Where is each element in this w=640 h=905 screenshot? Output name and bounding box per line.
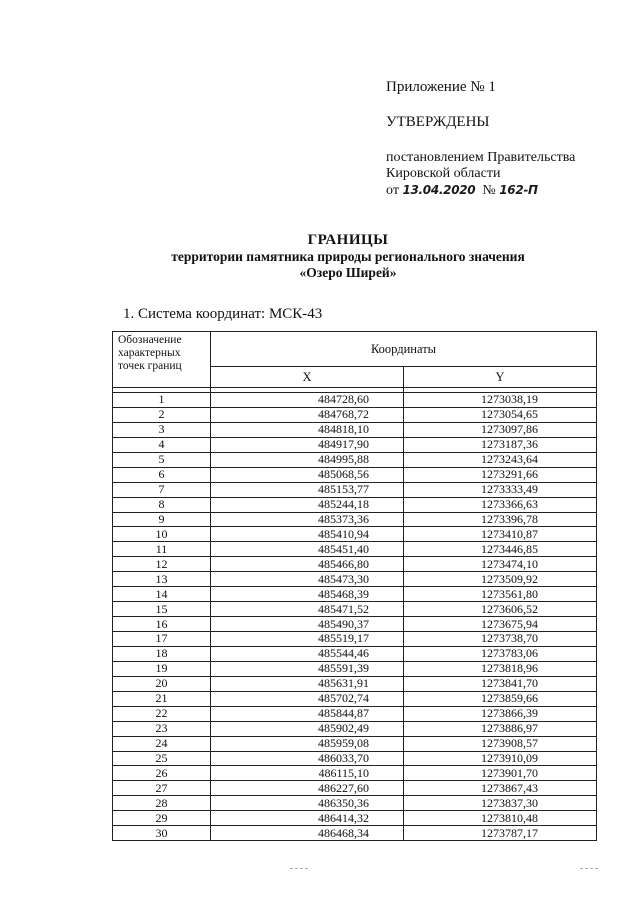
x-cell: 485844,87 — [211, 706, 404, 721]
table-row — [113, 826, 597, 841]
table-row — [113, 661, 597, 676]
point-number-cell: 17 — [113, 632, 211, 647]
x-cell: 486115,10 — [211, 766, 404, 781]
table-row — [113, 676, 597, 691]
x-cell: 486350,36 — [211, 796, 404, 811]
title-line-2: «Озеро Ширей» — [299, 265, 397, 280]
y-cell: 1273446,85 — [404, 542, 597, 557]
table-row — [113, 736, 597, 751]
x-cell: 485471,52 — [211, 602, 404, 617]
x-cell: 485902,49 — [211, 721, 404, 736]
header-coordinates: Координаты — [211, 332, 597, 367]
y-cell: 1273187,36 — [404, 437, 597, 452]
point-number-cell: 25 — [113, 751, 211, 766]
header-y: Y — [404, 367, 597, 388]
point-number-cell: 9 — [113, 512, 211, 527]
point-number-cell: 13 — [113, 572, 211, 587]
decree-line-2: Кировской области — [386, 166, 501, 181]
handwritten-number: 162-П — [499, 183, 538, 197]
point-number-cell: 18 — [113, 646, 211, 661]
x-cell: 486414,32 — [211, 811, 404, 826]
table-row — [113, 422, 597, 437]
point-number-cell: 3 — [113, 422, 211, 437]
x-cell: 485959,08 — [211, 736, 404, 751]
y-cell: 1273410,87 — [404, 527, 597, 542]
y-cell: 1273810,48 — [404, 811, 597, 826]
y-cell: 1273396,78 — [404, 512, 597, 527]
table-row — [113, 751, 597, 766]
table-row — [113, 632, 597, 647]
decree-date-line — [386, 182, 575, 199]
table-row — [113, 602, 597, 617]
point-number-cell: 10 — [113, 527, 211, 542]
x-cell: 485244,18 — [211, 497, 404, 512]
x-cell: 485373,36 — [211, 512, 404, 527]
y-cell: 1273474,10 — [404, 557, 597, 572]
table-row — [113, 706, 597, 721]
y-cell: 1273333,49 — [404, 482, 597, 497]
point-number-cell: 26 — [113, 766, 211, 781]
point-number-cell: 24 — [113, 736, 211, 751]
title-line-1: территории памятника природы регионального значения — [171, 249, 525, 264]
x-cell: 485466,80 — [211, 557, 404, 572]
x-cell: 485068,56 — [211, 467, 404, 482]
y-cell: 1273738,70 — [404, 632, 597, 647]
point-number-cell: 29 — [113, 811, 211, 826]
table-row — [113, 617, 597, 632]
point-number-cell: 14 — [113, 587, 211, 602]
point-number-cell: 23 — [113, 721, 211, 736]
y-cell: 1273901,70 — [404, 766, 597, 781]
x-cell: 485631,91 — [211, 676, 404, 691]
table-row — [113, 572, 597, 587]
approved-label: УТВЕРЖДЕНЫ — [386, 114, 490, 130]
point-number-cell: 20 — [113, 676, 211, 691]
point-number-cell: 11 — [113, 542, 211, 557]
y-cell: 1273243,64 — [404, 452, 597, 467]
point-number-cell: 1 — [113, 393, 211, 408]
appendix-label: Приложение № 1 — [386, 79, 496, 95]
table-row — [113, 467, 597, 482]
x-cell: 484768,72 — [211, 407, 404, 422]
decree-block — [386, 150, 575, 199]
table-body — [113, 388, 597, 841]
x-cell: 485468,39 — [211, 587, 404, 602]
coordinate-system-label: 1. Система координат: МСК-43 — [123, 306, 323, 322]
table-row — [113, 512, 597, 527]
x-cell: 485473,30 — [211, 572, 404, 587]
x-cell: 486227,60 — [211, 781, 404, 796]
point-number-cell: 4 — [113, 437, 211, 452]
y-cell: 1273818,96 — [404, 661, 597, 676]
y-cell: 1273097,86 — [404, 422, 597, 437]
point-number-cell: 12 — [113, 557, 211, 572]
x-cell: 486468,34 — [211, 826, 404, 841]
table-row — [113, 796, 597, 811]
x-cell: 485702,74 — [211, 691, 404, 706]
x-cell: 485519,17 — [211, 632, 404, 647]
x-cell: 485591,39 — [211, 661, 404, 676]
y-cell: 1273867,43 — [404, 781, 597, 796]
point-number-cell: 21 — [113, 691, 211, 706]
y-cell: 1273908,57 — [404, 736, 597, 751]
footer-mark-1 — [290, 868, 308, 869]
point-number-cell: 5 — [113, 452, 211, 467]
x-cell: 484995,88 — [211, 452, 404, 467]
footer-mark-2 — [580, 868, 598, 869]
x-cell: 484818,10 — [211, 422, 404, 437]
table-row — [113, 557, 597, 572]
y-cell: 1273675,94 — [404, 617, 597, 632]
point-number-cell: 16 — [113, 617, 211, 632]
handwritten-date: 13.04.2020 — [402, 183, 476, 197]
y-cell: 1273841,70 — [404, 676, 597, 691]
x-cell: 485153,77 — [211, 482, 404, 497]
point-number-cell: 28 — [113, 796, 211, 811]
point-number-cell: 27 — [113, 781, 211, 796]
table-row — [113, 527, 597, 542]
x-cell: 485451,40 — [211, 542, 404, 557]
y-cell: 1273886,97 — [404, 721, 597, 736]
point-number-cell: 8 — [113, 497, 211, 512]
table-row — [113, 781, 597, 796]
table-row — [113, 811, 597, 826]
y-cell: 1273783,06 — [404, 646, 597, 661]
table-row — [113, 482, 597, 497]
header-point: Обозначение характерных точек границ — [113, 332, 211, 388]
x-cell: 485490,37 — [211, 617, 404, 632]
y-cell: 1273866,39 — [404, 706, 597, 721]
document-title — [0, 232, 640, 281]
x-cell: 485544,46 — [211, 646, 404, 661]
table-row — [113, 407, 597, 422]
y-cell: 1273291,66 — [404, 467, 597, 482]
x-cell: 486033,70 — [211, 751, 404, 766]
point-number-cell: 30 — [113, 826, 211, 841]
point-number-cell: 15 — [113, 602, 211, 617]
table-row — [113, 452, 597, 467]
point-number-cell: 22 — [113, 706, 211, 721]
table-row — [113, 393, 597, 408]
point-number-cell: 19 — [113, 661, 211, 676]
x-cell: 485410,94 — [211, 527, 404, 542]
x-cell: 484917,90 — [211, 437, 404, 452]
coordinates-table — [112, 331, 597, 841]
y-cell: 1273366,63 — [404, 497, 597, 512]
y-cell: 1273561,80 — [404, 587, 597, 602]
date-prefix: от — [386, 183, 399, 198]
y-cell: 1273859,66 — [404, 691, 597, 706]
table-row — [113, 691, 597, 706]
number-prefix: № — [482, 183, 496, 198]
y-cell: 1273837,30 — [404, 796, 597, 811]
x-cell: 484728,60 — [211, 393, 404, 408]
y-cell: 1273910,09 — [404, 751, 597, 766]
point-number-cell: 2 — [113, 407, 211, 422]
title-main: ГРАНИЦЫ — [307, 232, 389, 248]
table-row — [113, 437, 597, 452]
table-row — [113, 497, 597, 512]
decree-line-1: постановлением Правительства — [386, 150, 576, 165]
y-cell: 1273054,65 — [404, 407, 597, 422]
y-cell: 1273787,17 — [404, 826, 597, 841]
point-number-cell: 6 — [113, 467, 211, 482]
table-row — [113, 542, 597, 557]
table-row — [113, 721, 597, 736]
table-row — [113, 766, 597, 781]
point-number-cell: 7 — [113, 482, 211, 497]
y-cell: 1273038,19 — [404, 393, 597, 408]
table-row — [113, 646, 597, 661]
y-cell: 1273606,52 — [404, 602, 597, 617]
header-x: X — [211, 367, 404, 388]
y-cell: 1273509,92 — [404, 572, 597, 587]
table-row — [113, 587, 597, 602]
